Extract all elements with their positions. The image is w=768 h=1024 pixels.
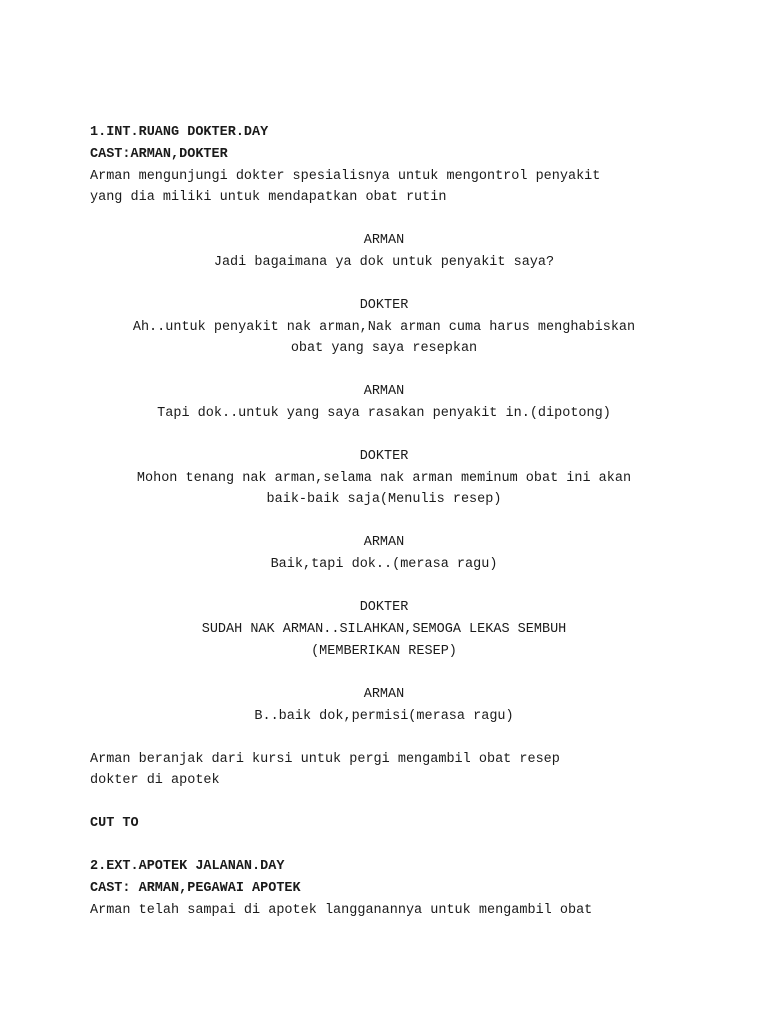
scene-heading: 2.EXT.APOTEK JALANAN.DAY [90, 859, 285, 874]
character-name: DOKTER [359, 600, 409, 615]
action-line: yang dia miliki untuk mendapatkan obat rutin [90, 190, 447, 205]
dialogue-line: SUDAH NAK ARMAN..SILAHKAN,SEMOGA LEKAS SEMBUH [201, 622, 567, 637]
dialogue-line: baik-baik saja(Menulis resep) [266, 492, 502, 507]
character-name: ARMAN [363, 384, 405, 399]
action-line: Arman telah sampai di apotek langganannya untuk mengambil obat [90, 903, 593, 918]
dialogue-line: Ah..untuk penyakit nak arman,Nak arman cuma harus menghabiskan [132, 320, 636, 335]
dialogue-line: Tapi dok..untuk yang saya rasakan penyakit in.(dipotong) [157, 406, 611, 421]
dialogue-line: (MEMBERIKAN RESEP) [311, 644, 457, 659]
dialogue-line: obat yang saya resepkan [290, 341, 478, 356]
cast-line: CAST: ARMAN,PEGAWAI APOTEK [90, 881, 301, 896]
cast-line: CAST:ARMAN,DOKTER [90, 147, 228, 162]
dialogue-line: Baik,tapi dok..(merasa ragu) [270, 557, 498, 572]
character-name: DOKTER [359, 298, 409, 313]
character-name: ARMAN [363, 233, 405, 248]
dialogue-line: B..baik dok,permisi(merasa ragu) [254, 709, 514, 724]
action-line: Arman mengunjungi dokter spesialisnya untuk mengontrol penyakit [90, 169, 601, 184]
dialogue-line: Jadi bagaimana ya dok untuk penyakit saya? [213, 255, 555, 270]
character-name: ARMAN [363, 535, 405, 550]
action-line: dokter di apotek [90, 773, 220, 788]
character-name: DOKTER [359, 449, 409, 464]
character-name: ARMAN [363, 687, 405, 702]
dialogue-line: Mohon tenang nak arman,selama nak arman meminum obat ini akan [136, 471, 632, 486]
transition: CUT TO [90, 816, 139, 831]
action-line: Arman beranjak dari kursi untuk pergi mengambil obat resep [90, 752, 560, 767]
scene-heading: 1.INT.RUANG DOKTER.DAY [90, 125, 269, 140]
